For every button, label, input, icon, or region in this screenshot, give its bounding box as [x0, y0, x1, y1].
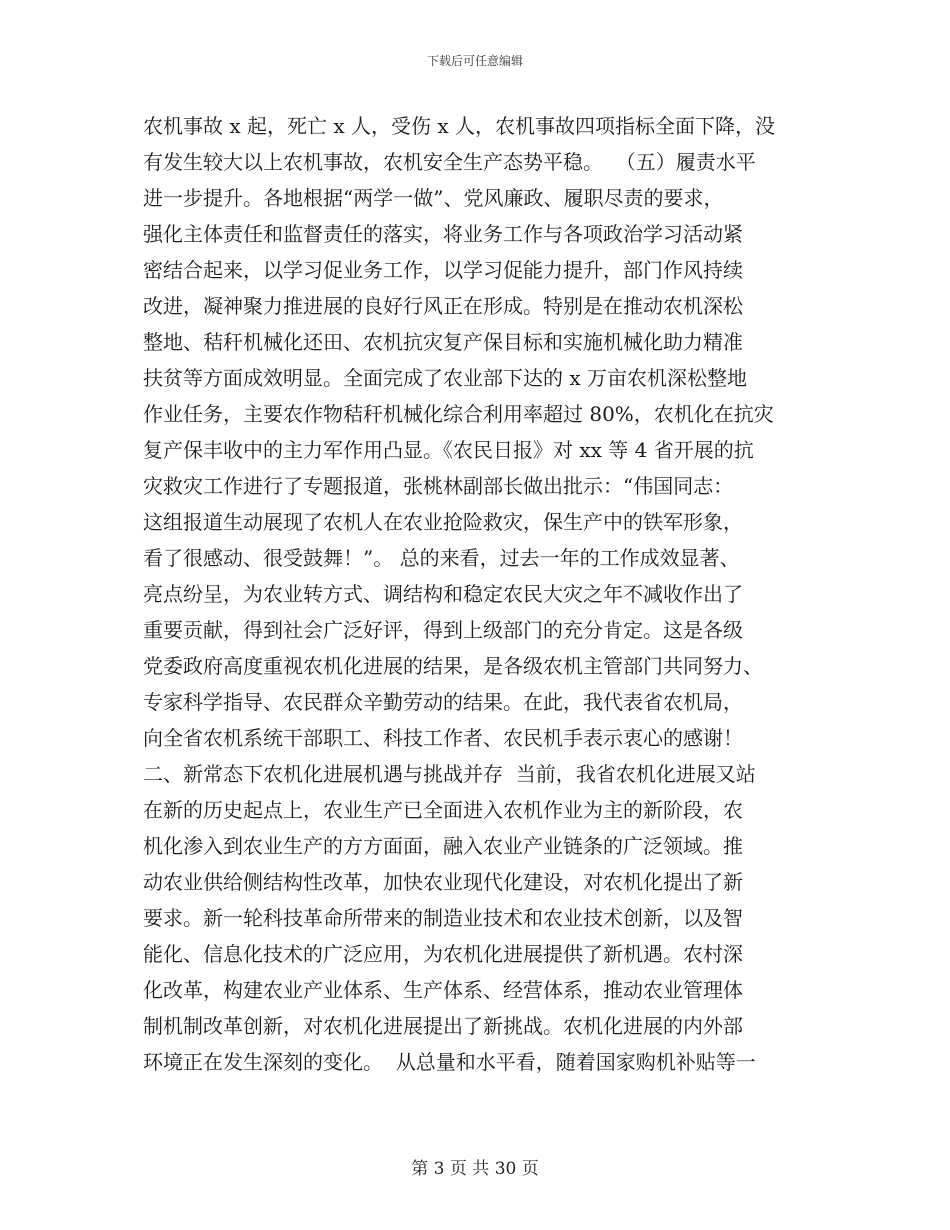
body-line: 看了很感动、很受鼓舞！”。 总的来看，过去一年的工作成效显著、	[143, 546, 740, 570]
body-line: 机化渗入到农业生产的方方面面，融入农业产业链条的广泛领域。推	[143, 834, 743, 858]
body-line: 重要贡献，得到社会广泛好评，得到上级部门的充分肯定。这是各级	[143, 618, 743, 642]
body-line: 动农业供给侧结构性改革，加快农业现代化建设，对农机化提出了新	[143, 870, 743, 894]
body-line: 进一步提升。各地根据“两学一做”、党风廉政、履职尽责的要求，	[143, 186, 724, 210]
body-line: 整地、秸秆机械化还田、农机抗灾复产保目标和实施机械化助力精准	[143, 330, 743, 354]
body-line: 强化主体责任和监督责任的落实，将业务工作与各项政治学习活动紧	[143, 222, 743, 246]
body-line: 灾救灾工作进行了专题报道，张桃林副部长做出批示：“伟国同志：	[143, 474, 734, 498]
body-line: 在新的历史起点上，农业生产已全面进入农机作业为主的新阶段，农	[143, 798, 743, 822]
page-header: 下载后可任意编辑	[426, 54, 523, 68]
body-line: 扶贫等方面成效明显。全面完成了农业部下达的 x 万亩农机深松整地	[143, 366, 747, 390]
body-line: 复产保丰收中的主力军作用凸显。《农民日报》对 xx 等 4 省开展的抗	[143, 438, 754, 462]
body-line: 二、新常态下农机化进展机遇与挑战并存 当前，我省农机化进展又站	[143, 762, 756, 786]
body-line: 密结合起来，以学习促业务工作，以学习促能力提升，部门作风持续	[143, 258, 743, 282]
body-line: 环境正在发生深刻的变化。 从总量和水平看，随着国家购机补贴等一	[143, 1050, 756, 1074]
body-line: 这组报道生动展现了农机人在农业抢险救灾，保生产中的铁军形象，	[143, 510, 743, 534]
body-line: 改进，凝神聚力推进展的良好行风正在形成。特别是在推动农机深松	[143, 294, 743, 318]
body-line: 党委政府高度重视农机化进展的结果，是各级农机主管部门共同努力、	[143, 654, 763, 678]
body-line: 作业任务，主要农作物秸秆机械化综合利用率超过 80%，农机化在抗灾	[143, 402, 774, 426]
body-line: 向全省农机系统干部职工、科技工作者、农民机手表示衷心的感谢！	[143, 726, 743, 750]
body-line: 能化、信息化技术的广泛应用，为农机化进展提供了新机遇。农村深	[143, 942, 743, 966]
body-line: 专家科学指导、农民群众辛勤劳动的结果。在此，我代表省农机局，	[143, 690, 743, 714]
body-line: 农机事故 x 起，死亡 x 人，受伤 x 人，农机事故四项指标全面下降，没	[143, 114, 775, 138]
body-line: 制机制改革创新，对农机化进展提出了新挑战。农机化进展的内外部	[143, 1014, 743, 1038]
body-line: 亮点纷呈，为农业转方式、调结构和稳定农民大灾之年不减收作出了	[143, 582, 743, 606]
body-line: 要求。新一轮科技革命所带来的制造业技术和农业技术创新，以及智	[143, 906, 743, 930]
body-line: 化改革，构建农业产业体系、生产体系、经营体系，推动农业管理体	[143, 978, 743, 1002]
page-footer: 第 3 页 共 30 页	[411, 1159, 539, 1179]
body-line: 有发生较大以上农机事故，农机安全生产态势平稳。 （五）履责水平	[143, 150, 756, 174]
